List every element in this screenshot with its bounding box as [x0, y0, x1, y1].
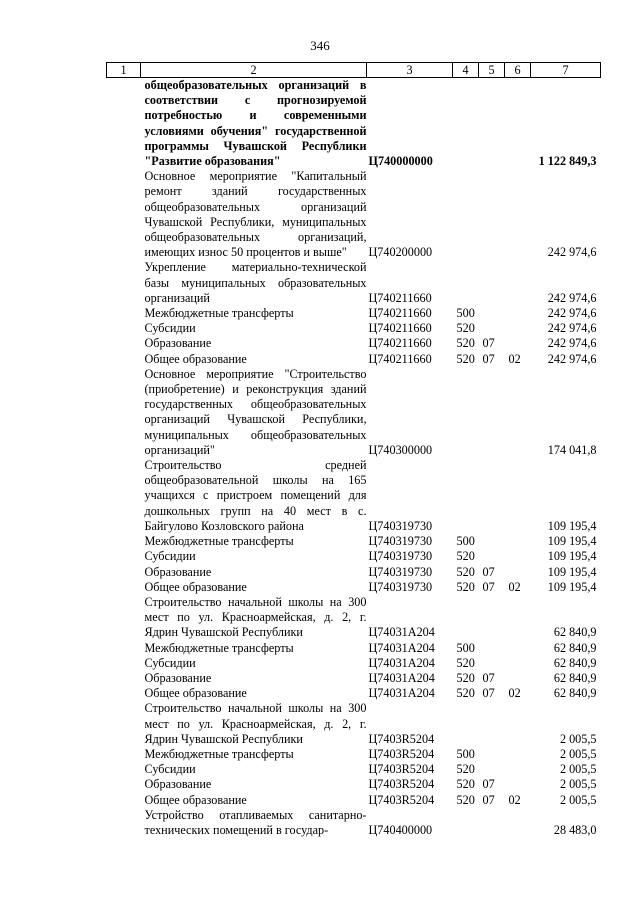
row-name-text: Субсидии — [144, 762, 196, 777]
row-name — [107, 777, 367, 792]
row-name-text: Образование — [144, 777, 212, 792]
header-col-4: 4 — [453, 63, 479, 78]
row-name-text: Межбюджетные трансферты — [144, 534, 294, 549]
row-col-6 — [505, 306, 531, 321]
row-col-4 — [453, 701, 479, 747]
row-amount: 28 483,0 — [553, 822, 597, 837]
row-col-5 — [479, 260, 505, 306]
row-col-5 — [479, 595, 505, 641]
table-row — [107, 565, 601, 580]
row-name-text: общеобразовательных организаций в соответствии с прогнозируемой потребностью и современными условиями обучения" государственной программы Чувашской Республики "Развитие образования" — [144, 78, 367, 169]
budget-table — [106, 62, 601, 838]
row-name — [107, 762, 367, 777]
row-col-4 — [453, 78, 479, 170]
row-code: Ц74031А204 — [368, 640, 435, 655]
row-col-6 — [505, 169, 531, 260]
row-name — [107, 458, 367, 534]
row-name — [107, 701, 367, 747]
row-col-6: 02 — [508, 686, 521, 701]
row-code: Ц740211660 — [368, 306, 432, 321]
row-name — [107, 656, 367, 671]
table-row — [107, 793, 601, 808]
row-col-4: 520 — [456, 321, 475, 336]
row-name-text: Строительство средней общеобразовательной школы на 165 учащихся с пристроем помещений для дошкольных групп на 40 мест в с. Байгулово Козловского района — [144, 458, 367, 533]
row-name — [107, 595, 367, 641]
row-code: Ц740300000 — [368, 442, 433, 457]
row-name-text: Общее образование — [144, 792, 247, 807]
row-code: Ц740319730 — [368, 579, 433, 594]
row-col-6 — [505, 762, 531, 777]
row-col-6 — [505, 367, 531, 458]
row-col-5: 07 — [482, 777, 495, 792]
row-name-text: Образование — [144, 670, 212, 685]
row-name-text: Общее образование — [144, 686, 247, 701]
row-amount: 62 840,9 — [553, 625, 597, 640]
row-code: Ц7403R5204 — [368, 731, 435, 746]
row-col-6 — [505, 534, 531, 549]
row-col-5 — [479, 747, 505, 762]
row-amount: 109 195,4 — [547, 549, 597, 564]
row-amount: 62 840,9 — [553, 655, 597, 670]
row-name — [107, 336, 367, 351]
row-code: Ц740319730 — [368, 518, 433, 533]
row-col-5: 07 — [482, 351, 495, 366]
row-col-6 — [505, 458, 531, 534]
table-row — [107, 671, 601, 686]
row-name-text: Субсидии — [144, 321, 196, 336]
table-row — [107, 169, 601, 260]
row-name-text: Образование — [144, 564, 212, 579]
row-name — [107, 641, 367, 656]
row-amount: 242 974,6 — [547, 245, 597, 260]
row-name-text: Общее образование — [144, 579, 247, 594]
row-col-5: 07 — [482, 564, 495, 579]
table-row — [107, 656, 601, 671]
row-col-4: 520 — [456, 655, 475, 670]
row-amount: 109 195,4 — [547, 534, 597, 549]
row-col-4: 520 — [456, 336, 475, 351]
row-col-4 — [453, 260, 479, 306]
row-col-6 — [505, 656, 531, 671]
row-code: Ц7403R5204 — [368, 746, 435, 761]
row-code: Ц7403R5204 — [368, 777, 435, 792]
header-row — [107, 63, 601, 78]
row-col-5 — [479, 549, 505, 564]
table-row — [107, 352, 601, 367]
row-code: Ц7403R5204 — [368, 792, 435, 807]
row-name — [107, 671, 367, 686]
row-name-text: Субсидии — [144, 549, 196, 564]
table-row — [107, 336, 601, 351]
table-row — [107, 260, 601, 306]
row-name — [107, 580, 367, 595]
table-row — [107, 641, 601, 656]
row-col-4: 520 — [456, 670, 475, 685]
table-row — [107, 549, 601, 564]
row-code: Ц740319730 — [368, 564, 433, 579]
row-name-text: Межбюджетные трансферты — [144, 306, 294, 321]
table-body — [107, 78, 601, 839]
row-amount: 109 195,4 — [547, 579, 597, 594]
row-col-4: 520 — [456, 549, 475, 564]
row-col-4: 520 — [456, 792, 475, 807]
row-col-6 — [505, 595, 531, 641]
row-col-4 — [453, 169, 479, 260]
row-name — [107, 534, 367, 549]
table-row — [107, 458, 601, 534]
row-code: Ц740319730 — [368, 534, 433, 549]
row-name-text: Строительство начальной школы на 300 мест по ул. Красноармейская, д. 2, г. Ядрин Чувашской Республики — [144, 594, 367, 640]
row-amount: 242 974,6 — [547, 306, 597, 321]
table-row — [107, 595, 601, 641]
table-row — [107, 701, 601, 747]
table-row — [107, 367, 601, 458]
row-amount: 242 974,6 — [547, 351, 597, 366]
table-row — [107, 78, 601, 170]
row-amount: 242 974,6 — [547, 290, 597, 305]
row-col-5 — [479, 367, 505, 458]
row-name — [107, 78, 367, 170]
row-amount: 1 122 849,3 — [538, 154, 597, 169]
row-col-6 — [505, 808, 531, 838]
row-amount: 62 840,9 — [553, 670, 597, 685]
row-code: Ц740211660 — [368, 321, 432, 336]
row-col-5: 07 — [482, 792, 495, 807]
row-col-5 — [479, 321, 505, 336]
table-row — [107, 808, 601, 838]
row-name — [107, 808, 367, 838]
row-col-5 — [479, 656, 505, 671]
row-name-text: Укрепление материально-технической базы муниципальных образовательных организаций — [144, 260, 367, 305]
row-code: Ц740211660 — [368, 351, 432, 366]
row-amount: 2 005,5 — [559, 731, 597, 746]
table-row — [107, 747, 601, 762]
table-row — [107, 580, 601, 595]
row-name — [107, 352, 367, 367]
row-code: Ц74031А204 — [368, 625, 435, 640]
header-col-1: 1 — [107, 63, 141, 78]
row-name — [107, 367, 367, 458]
table-row — [107, 306, 601, 321]
header-col-7: 7 — [531, 63, 601, 78]
header-col-2: 2 — [141, 63, 367, 78]
row-col-6: 02 — [508, 351, 521, 366]
header-col-5: 5 — [479, 63, 505, 78]
row-code: Ц7403R5204 — [368, 762, 435, 777]
row-col-4: 500 — [456, 534, 475, 549]
row-col-6 — [505, 641, 531, 656]
row-amount: 2 005,5 — [559, 746, 597, 761]
row-name-text: Строительство начальной школы на 300 мест по ул. Красноармейская, д. 2, г. Ядрин Чувашской Республики — [144, 701, 367, 746]
row-amount: 2 005,5 — [559, 792, 597, 807]
row-name — [107, 549, 367, 564]
row-col-4: 520 — [456, 777, 475, 792]
row-code: Ц740211660 — [368, 336, 432, 351]
row-amount: 109 195,4 — [547, 564, 597, 579]
row-amount: 109 195,4 — [547, 518, 597, 533]
row-name-text: Основное мероприятие "Строительство (приобретение) и реконструкция зданий государственных общеобразовательных организаций Чувашской Республики, муниципальных общеобразовательных организаций" — [144, 366, 367, 457]
row-col-6 — [505, 701, 531, 747]
row-name — [107, 686, 367, 701]
row-col-5 — [479, 534, 505, 549]
row-name — [107, 260, 367, 306]
table-row — [107, 686, 601, 701]
row-col-6 — [505, 321, 531, 336]
row-col-4 — [453, 595, 479, 641]
table-header — [107, 63, 601, 78]
row-name-text: Субсидии — [144, 655, 196, 670]
row-code: Ц74031А204 — [368, 655, 435, 670]
row-code: Ц740200000 — [368, 245, 433, 260]
row-col-5: 07 — [482, 686, 495, 701]
row-name — [107, 747, 367, 762]
row-col-6 — [505, 260, 531, 306]
row-col-6 — [505, 777, 531, 792]
row-amount: 242 974,6 — [547, 321, 597, 336]
row-col-5: 07 — [482, 579, 495, 594]
row-code: Ц740000000 — [368, 154, 433, 169]
row-col-6 — [505, 336, 531, 351]
table-row — [107, 777, 601, 792]
row-col-4 — [453, 367, 479, 458]
row-col-6 — [505, 549, 531, 564]
row-col-4: 500 — [456, 746, 475, 761]
row-col-4: 520 — [456, 579, 475, 594]
row-name — [107, 169, 367, 260]
row-col-4 — [453, 458, 479, 534]
table-row — [107, 534, 601, 549]
row-col-5: 07 — [482, 670, 495, 685]
row-col-4: 520 — [456, 686, 475, 701]
row-code: Ц740400000 — [368, 822, 433, 837]
page-number: 346 — [310, 38, 330, 53]
row-col-6 — [505, 78, 531, 170]
row-col-6 — [505, 671, 531, 686]
row-name-text: Общее образование — [144, 351, 247, 366]
row-amount: 2 005,5 — [559, 777, 597, 792]
row-col-6 — [505, 565, 531, 580]
row-col-5: 07 — [482, 336, 495, 351]
row-name-text: Устройство отапливаемых санитарно-технических помещений в государ- — [144, 807, 367, 837]
row-col-4: 500 — [456, 306, 475, 321]
row-amount: 242 974,6 — [547, 336, 597, 351]
table-row — [107, 762, 601, 777]
row-col-5 — [479, 808, 505, 838]
row-col-6 — [505, 747, 531, 762]
row-code: Ц74031А204 — [368, 686, 435, 701]
row-col-4 — [453, 808, 479, 838]
row-col-5 — [479, 762, 505, 777]
row-col-5 — [479, 78, 505, 170]
row-amount: 2 005,5 — [559, 762, 597, 777]
row-name-text: Основное мероприятие "Капитальный ремонт зданий государственных общеобразовательных организаций Чувашской Республики, муниципальных общеобразовательных организаций, имеющих износ 50 процентов и выше" — [144, 169, 367, 260]
row-name — [107, 321, 367, 336]
row-col-4: 520 — [456, 351, 475, 366]
row-code: Ц740319730 — [368, 549, 433, 564]
header-col-6: 6 — [505, 63, 531, 78]
row-col-5 — [479, 306, 505, 321]
row-name — [107, 793, 367, 808]
row-name — [107, 306, 367, 321]
row-amount: 62 840,9 — [553, 640, 597, 655]
header-col-3: 3 — [367, 63, 453, 78]
row-col-4: 520 — [456, 564, 475, 579]
row-name-text: Образование — [144, 336, 212, 351]
row-amount: 62 840,9 — [553, 686, 597, 701]
row-col-5 — [479, 458, 505, 534]
row-col-6: 02 — [508, 579, 521, 594]
row-name-text: Межбюджетные трансферты — [144, 640, 294, 655]
row-code: Ц740211660 — [368, 290, 432, 305]
row-col-4: 520 — [456, 762, 475, 777]
row-name — [107, 565, 367, 580]
row-code: Ц74031А204 — [368, 670, 435, 685]
row-name-text: Межбюджетные трансферты — [144, 746, 294, 761]
table-row — [107, 321, 601, 336]
row-col-6: 02 — [508, 792, 521, 807]
row-col-5 — [479, 701, 505, 747]
row-col-5 — [479, 641, 505, 656]
row-col-4: 500 — [456, 640, 475, 655]
row-amount: 174 041,8 — [547, 442, 597, 457]
row-col-5 — [479, 169, 505, 260]
